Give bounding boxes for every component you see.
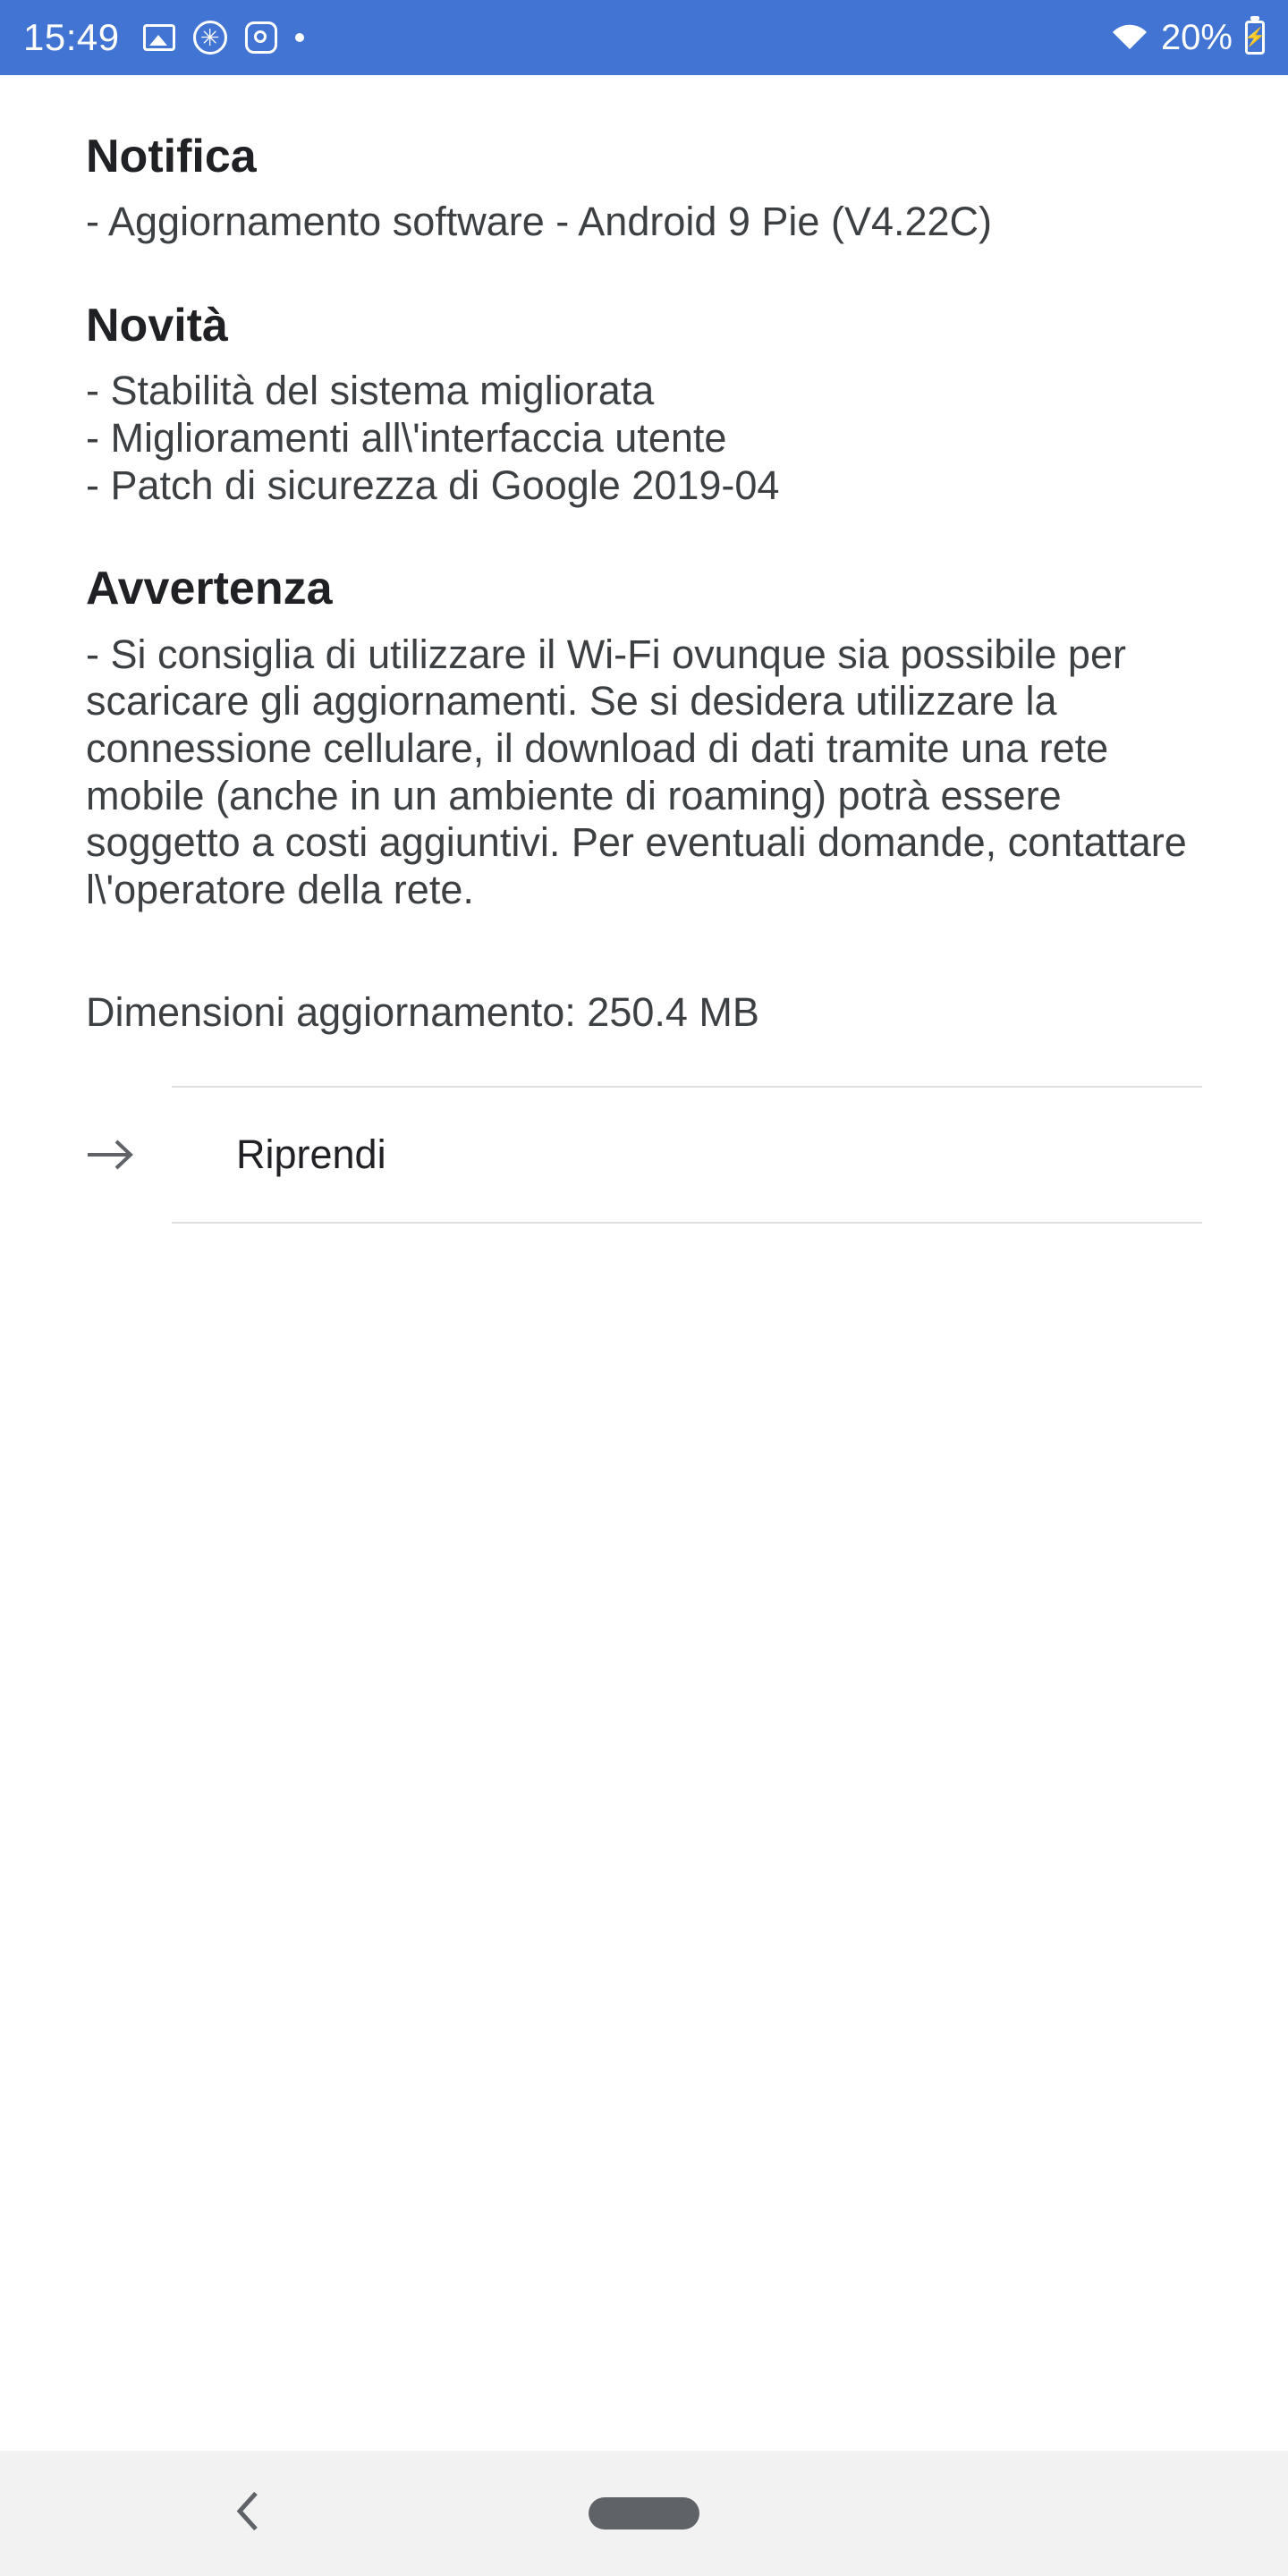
update-details-content xyxy=(0,75,1288,1224)
wifi-icon xyxy=(1111,24,1148,51)
system-navigation-bar xyxy=(0,2451,1288,2576)
section-text: - Patch di sicurezza di Google 2019-04 xyxy=(86,462,780,508)
home-pill[interactable] xyxy=(589,2497,699,2529)
section-novita xyxy=(86,298,1202,509)
section-notifica xyxy=(86,129,1202,246)
section-text: - Aggiornamento software - Android 9 Pie (V4.22C) xyxy=(86,199,993,245)
status-system-icons xyxy=(1111,18,1265,58)
section-heading: Notifica xyxy=(86,131,257,182)
status-clock: 15:49 xyxy=(23,16,120,58)
photo-icon xyxy=(143,24,175,51)
section-text: - Stabilità del sistema migliorata xyxy=(86,368,655,414)
section-heading: Novità xyxy=(86,300,228,352)
section-heading: Avvertenza xyxy=(86,563,333,615)
arrow-right-icon xyxy=(86,1137,172,1173)
battery-charging-icon: ⚡ xyxy=(1245,21,1265,55)
instagram-icon xyxy=(245,21,277,54)
asterisk-circle-icon: ✳ xyxy=(193,21,227,55)
section-text: - Si consiglia di utilizzare il Wi-Fi ovunque sia possibile per scaricare gli aggiornamenti. Se si desidera utilizzare la connessione cellulare, il download di dati tramite una rete mobile (anche in un ambiente di roaming) potrà essere soggetto a costi aggiuntivi. Per eventuali domande, contattare l\'operatore della rete. xyxy=(86,631,1187,912)
update-size-label: Dimensioni aggiornamento: 250.4 MB xyxy=(86,988,759,1035)
resume-button-label: Riprendi xyxy=(236,1131,386,1177)
resume-action-row[interactable] xyxy=(86,1088,1202,1222)
status-bar xyxy=(0,0,1288,75)
section-avvertenza xyxy=(86,561,1202,913)
section-text: - Miglioramenti all\'interfaccia utente xyxy=(86,415,727,462)
chevron-left-icon[interactable] xyxy=(233,2489,263,2538)
battery-percent-label: 20% xyxy=(1160,17,1233,57)
status-notification-icons xyxy=(143,21,304,55)
dot-icon xyxy=(295,33,304,42)
divider-bottom xyxy=(172,1222,1202,1224)
